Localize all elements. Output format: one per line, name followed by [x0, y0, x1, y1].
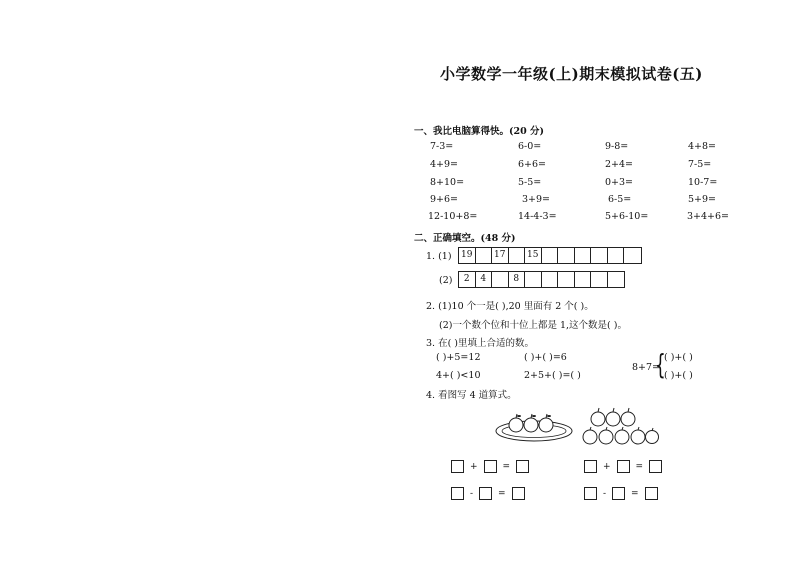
- calc-item[interactable]: 2+4=: [605, 159, 634, 170]
- calc-item[interactable]: 6-5=: [608, 194, 632, 205]
- answer-box[interactable]: [479, 487, 492, 500]
- minus-sign: -: [470, 488, 474, 499]
- calc-item[interactable]: 10-7=: [688, 177, 718, 188]
- answer-box[interactable]: [649, 460, 662, 473]
- q1-label: 1. (1): [426, 251, 452, 262]
- sequence-cell[interactable]: [608, 272, 625, 287]
- brace-icon: {: [655, 348, 666, 381]
- calc-item[interactable]: 4+9=: [430, 159, 459, 170]
- calc-item[interactable]: 14-4-3=: [518, 211, 557, 222]
- answer-box[interactable]: [612, 487, 625, 500]
- sequence-cell[interactable]: [476, 248, 493, 263]
- brace-expression: 8+7=: [632, 362, 661, 373]
- page-title: 小学数学一年级(上)期末模拟试卷(五): [440, 65, 703, 83]
- sequence-cell[interactable]: 4: [476, 272, 493, 287]
- calc-item[interactable]: 9-8=: [605, 141, 629, 152]
- sequence-cell[interactable]: 2: [459, 272, 476, 287]
- sequence-cell[interactable]: [542, 272, 559, 287]
- equation-row: [451, 487, 525, 500]
- plus-sign: +: [470, 461, 478, 472]
- calc-item[interactable]: 6-0=: [518, 141, 542, 152]
- calc-item[interactable]: 5+6-10=: [605, 211, 649, 222]
- sequence-cell[interactable]: [525, 272, 542, 287]
- apple-group-illustration: [580, 405, 660, 447]
- calc-item[interactable]: 8+10=: [430, 177, 465, 188]
- equation-row: [451, 460, 529, 473]
- equals-sign: =: [498, 488, 506, 499]
- sequence-cell[interactable]: [608, 248, 625, 263]
- calc-item[interactable]: 0+3=: [605, 177, 634, 188]
- equals-sign: =: [635, 461, 644, 472]
- sequence-cell[interactable]: [558, 248, 575, 263]
- section1-heading: 一、我比电脑算得快。(20 分): [414, 126, 545, 137]
- answer-box[interactable]: [584, 487, 597, 500]
- q2-part1: 2. (1)10 个一是( ),20 里面有 2 个( )。: [426, 301, 594, 312]
- brace-option[interactable]: ( )+( ): [664, 370, 693, 381]
- calc-item[interactable]: 5-5=: [518, 177, 542, 188]
- equals-sign: =: [631, 488, 639, 499]
- number-sequence-2: [458, 271, 625, 288]
- calc-item[interactable]: 7-5=: [688, 159, 712, 170]
- answer-box[interactable]: [451, 460, 464, 473]
- equals-sign: =: [502, 461, 511, 472]
- calc-item[interactable]: 6+6=: [518, 159, 547, 170]
- apple-plate-illustration: [494, 410, 574, 442]
- sequence-cell[interactable]: [575, 248, 592, 263]
- answer-box[interactable]: [645, 487, 658, 500]
- calc-item[interactable]: 3+4+6=: [687, 211, 730, 222]
- sequence-cell[interactable]: [492, 272, 509, 287]
- sequence-cell[interactable]: [624, 248, 641, 263]
- answer-box[interactable]: [451, 487, 464, 500]
- sequence-cell[interactable]: [509, 248, 526, 263]
- q3-item[interactable]: ( )+( )=6: [524, 352, 567, 363]
- sequence-cell[interactable]: [558, 272, 575, 287]
- answer-box[interactable]: [512, 487, 525, 500]
- q4-heading: 4. 看图写 4 道算式。: [426, 390, 517, 401]
- equation-row: [584, 460, 662, 473]
- brace-option[interactable]: ( )+( ): [664, 352, 693, 363]
- sequence-cell[interactable]: [591, 272, 608, 287]
- sequence-cell[interactable]: [575, 272, 592, 287]
- q3-item[interactable]: 4+( )<10: [436, 370, 481, 381]
- q3-heading: 3. 在( )里填上合适的数。: [426, 338, 535, 349]
- calc-item[interactable]: 9+6=: [430, 194, 459, 205]
- sequence-cell[interactable]: 17: [492, 248, 509, 263]
- calc-item[interactable]: 3+9=: [522, 194, 551, 205]
- answer-box[interactable]: [484, 460, 497, 473]
- calc-item[interactable]: 12-10+8=: [428, 211, 478, 222]
- minus-sign: -: [603, 488, 607, 499]
- sequence-cell[interactable]: [542, 248, 559, 263]
- answer-box[interactable]: [584, 460, 597, 473]
- calc-item[interactable]: 5+9=: [688, 194, 717, 205]
- calc-item[interactable]: 7-3=: [430, 141, 454, 152]
- answer-box[interactable]: [617, 460, 630, 473]
- sequence-cell[interactable]: 15: [525, 248, 542, 263]
- q1-label-2: (2): [439, 275, 453, 286]
- plus-sign: +: [603, 461, 611, 472]
- answer-box[interactable]: [516, 460, 529, 473]
- number-sequence-1: [458, 247, 642, 264]
- apple-icon: [509, 418, 553, 432]
- q3-item[interactable]: 2+5+( )=( ): [524, 370, 581, 381]
- sequence-cell[interactable]: [591, 248, 608, 263]
- section2-heading: 二、正确填空。(48 分): [414, 233, 516, 244]
- equation-row: [584, 487, 658, 500]
- q2-part2: (2)一个数个位和十位上都是 1,这个数是( )。: [439, 320, 627, 331]
- sequence-cell[interactable]: 19: [459, 248, 476, 263]
- calc-item[interactable]: 4+8=: [688, 141, 717, 152]
- q3-item[interactable]: ( )+5=12: [436, 352, 481, 363]
- sequence-cell[interactable]: 8: [509, 272, 526, 287]
